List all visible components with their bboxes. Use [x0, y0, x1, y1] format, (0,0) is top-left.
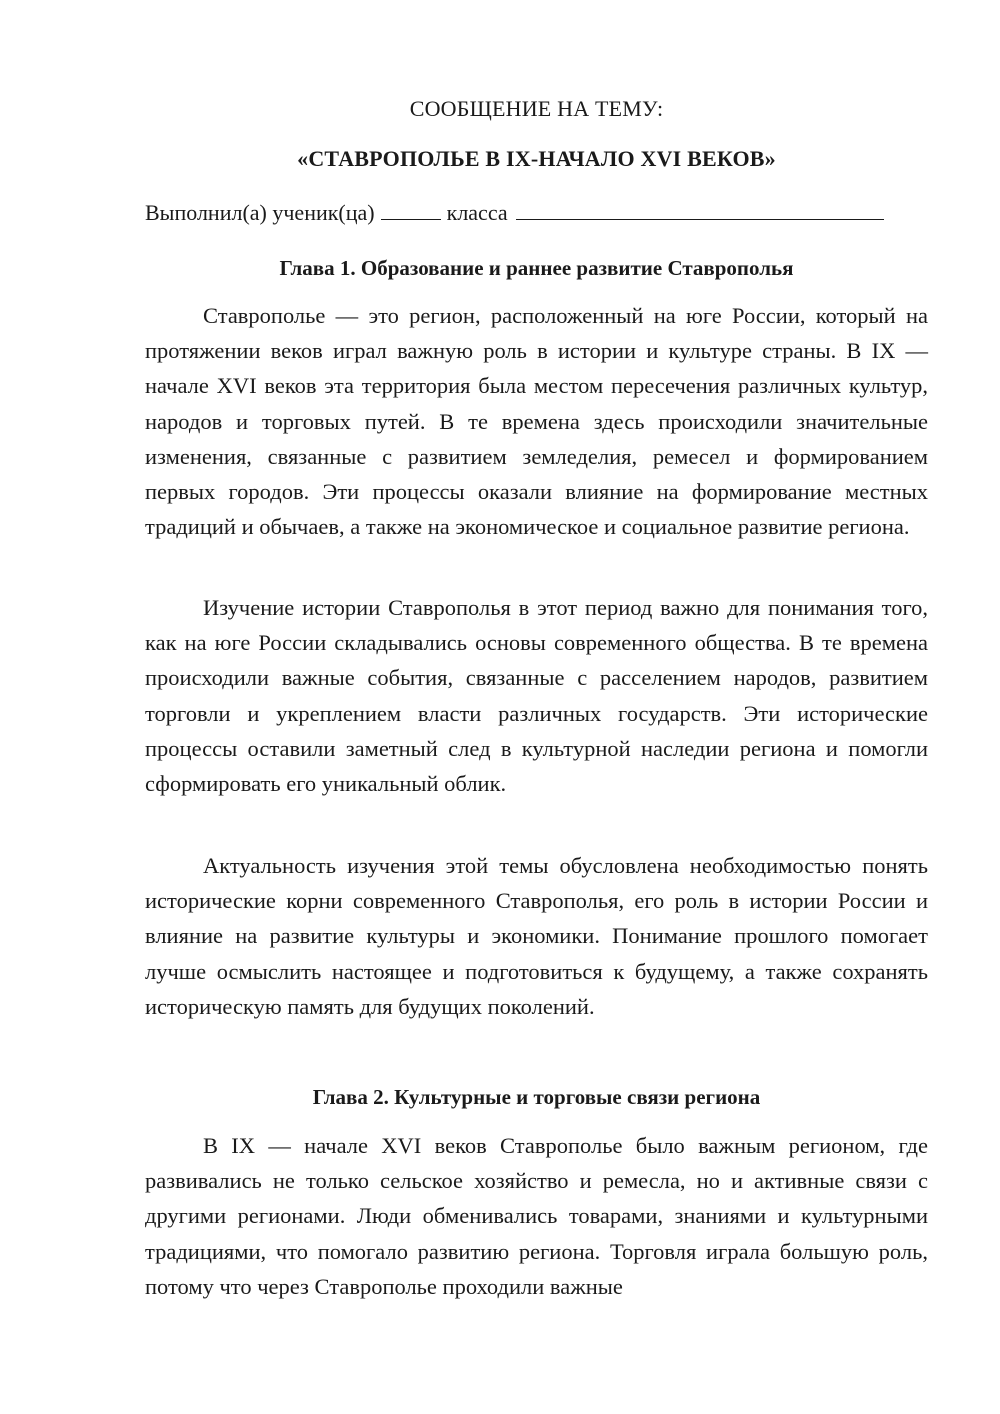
grade-blank: [381, 199, 441, 220]
chapter-1-paragraph-3: Актуальность изучения этой темы обусловлена необходимостью понять исторические корни современного Ставрополья, его роль в истории России и влияние на развитие культуры и экономики. Понимание прошлого помогает лучше осмыслить настоящее и подготовиться к будущему, а также сохранять историческую память для будущих поколений.: [145, 853, 928, 1019]
chapter-1-heading: Глава 1. Образование и раннее развитие Ставрополья: [279, 256, 794, 280]
chapter-2-paragraph-1: В IX — начале XVI веков Ставрополье было важным регионом, где развивались не только сельское хозяйство и ремесла, но и активные связи с другими регионами. Люди обменивались товарами, знаниями и культурными традициями, что помогало развитию региона. Торговля играла большую роль, потому что через Ставрополье проходили важные: [145, 1133, 928, 1299]
name-blank: [516, 199, 884, 220]
chapter-1-paragraph-2: Изучение истории Ставрополья в этот период важно для понимания того, как на юге России складывались основы современного общества. В те времена происходили важные события, связанные с расселением народов, развитием торговли и укреплением власти различных государств. Эти исторические процессы оставили заметный след в культурной наследии региона и помогли сформировать его уникальный облик.: [145, 595, 928, 797]
chapter-1-paragraph-1: Ставрополье — это регион, расположенный на юге России, который на протяжении веков играл важную роль в истории и культуре страны. В IX — начале XVI веков эта территория была местом пересечения различных культур, народов и торговых путей. В те времена здесь происходили значительные изменения, связанные с развитием земледелия, ремесел и формированием первых городов. Эти процессы оказали влияние на формирование местных традиций и обычаев, а также на экономическое и социальное развитие региона.: [145, 303, 928, 540]
chapter-2-heading: Глава 2. Культурные и торговые связи региона: [312, 1085, 761, 1109]
class-label: класса: [446, 200, 508, 225]
author-label: Выполнил(а) ученик(ца): [145, 200, 375, 225]
title-line-2: «СТАВРОПОЛЬЕ В IX-НАЧАЛО XVI ВЕКОВ»: [297, 146, 776, 171]
title-line-1: СООБЩЕНИЕ НА ТЕМУ:: [409, 96, 664, 121]
author-line: [145, 199, 928, 226]
